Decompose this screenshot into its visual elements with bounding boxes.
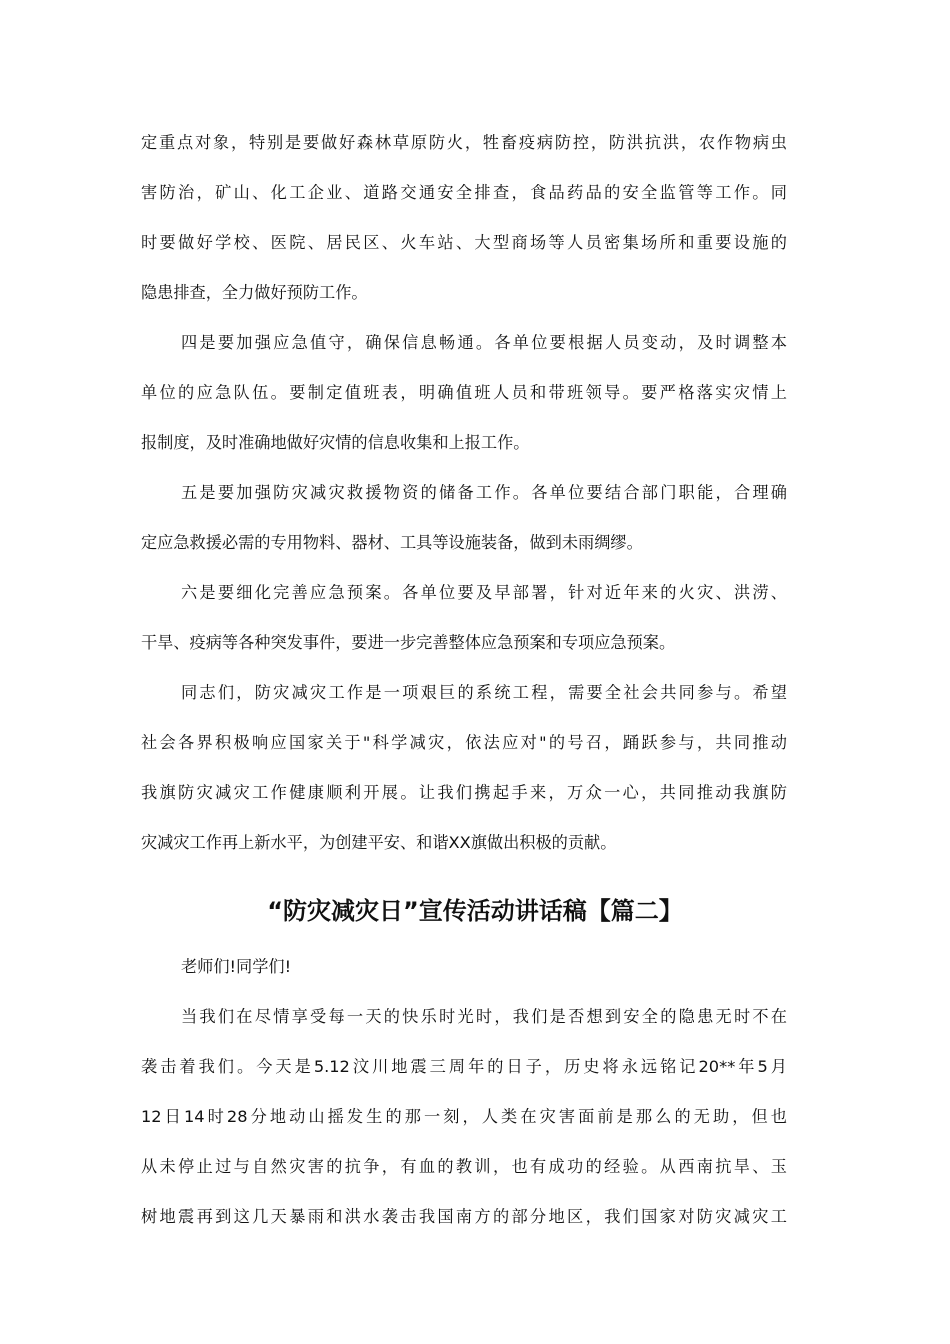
text-line: 报制度，及时准确地做好灾情的信息收集和上报工作。 [141, 433, 530, 452]
text-line: 树地震再到这几天暴雨和洪水袭击我国南方的部分地区，我们国家对防灾减灾工 [141, 1207, 787, 1226]
section-heading: “防灾减灾日”宣传活动讲话稿【篇二】 [267, 897, 683, 925]
text-line: 定应急救援必需的专用物料、器材、工具等设施装备，做到未雨绸缪。 [141, 533, 643, 552]
text-line: 隐患排查，全力做好预防工作。 [141, 283, 368, 302]
text-line: 五是要加强防灾减灾救援物资的储备工作。各单位要结合部门职能，合理确 [181, 483, 787, 502]
text-line: 四是要加强应急值守，确保信息畅通。各单位要根据人员变动，及时调整本 [181, 333, 787, 352]
text-line: 干旱、疫病等各种突发事件，要进一步完善整体应急预案和专项应急预案。 [141, 633, 676, 652]
text-line: 定重点对象，特别是要做好森林草原防火，牲畜疫病防控，防洪抗洪，农作物病虫 [141, 133, 787, 152]
text-line: 同志们，防灾减灾工作是一项艰巨的系统工程，需要全社会共同参与。希望 [181, 683, 787, 702]
text-line: 12日14时28分地动山摇发生的那一刻，人类在灾害面前是那么的无助，但也 [141, 1107, 787, 1126]
greeting: 老师们!同学们! [181, 957, 292, 976]
text-line: 我旗防灾减灾工作健康顺利开展。让我们携起手来，万众一心，共同推动我旗防 [141, 783, 787, 802]
text-line: 袭击着我们。今天是5.12汶川地震三周年的日子，历史将永远铭记20**年5月 [141, 1057, 787, 1076]
text-line: 单位的应急队伍。要制定值班表，明确值班人员和带班领导。要严格落实灾情上 [141, 383, 787, 402]
text-line: 社会各界积极响应国家关于"科学减灾，依法应对"的号召，踊跃参与，共同推动 [141, 733, 787, 752]
text-line: 六是要细化完善应急预案。各单位要及早部署，针对近年来的火灾、洪涝、 [181, 583, 787, 602]
text-line: 时要做好学校、医院、居民区、火车站、大型商场等人员密集场所和重要设施的 [141, 233, 787, 252]
text-line: 害防治，矿山、化工企业、道路交通安全排查，食品药品的安全监管等工作。同 [141, 183, 787, 202]
text-line: 灾减灾工作再上新水平，为创建平安、和谐XX旗做出积极的贡献。 [141, 833, 617, 852]
text-line: 当我们在尽情享受每一天的快乐时光时，我们是否想到安全的隐患无时不在 [181, 1007, 787, 1026]
text-line: 从未停止过与自然灾害的抗争，有血的教训，也有成功的经验。从西南抗旱、玉 [141, 1157, 787, 1176]
